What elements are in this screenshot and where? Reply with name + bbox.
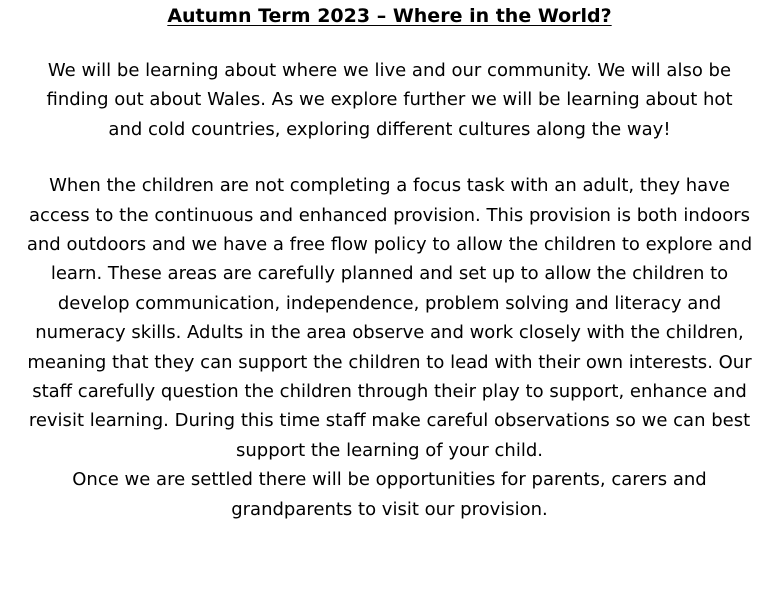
intro-paragraph: We will be learning about where we live and our community. We will also be finding out about Wales. As we explore further we will be learning about hot and cold countries, exploring different cultures along the way! <box>46 60 733 140</box>
document-title: Autumn Term 2023 – Where in the World? <box>167 5 612 27</box>
provision-paragraph: When the children are not completing a focus task with an adult, they have access to the continuous and enhanced provision. This provision is both indoors and outdoors and we have a free flow policy to allow the children to explore and learn. These areas are carefully planned and set up to allow the children to develop communication, independence, problem solving and literacy and numeracy skills. Adults in the area observe and work closely with the children, meaning that they can support the children to lead with their own interests. Our staff carefully question the children through their play to support, enhance and revisit learning. During this time staff make careful observations so we can best support the learning of your child. <box>26 175 753 461</box>
visit-paragraph: Once we are settled there will be opportunities for parents, carers and grandparents to visit our provision. <box>72 469 707 520</box>
